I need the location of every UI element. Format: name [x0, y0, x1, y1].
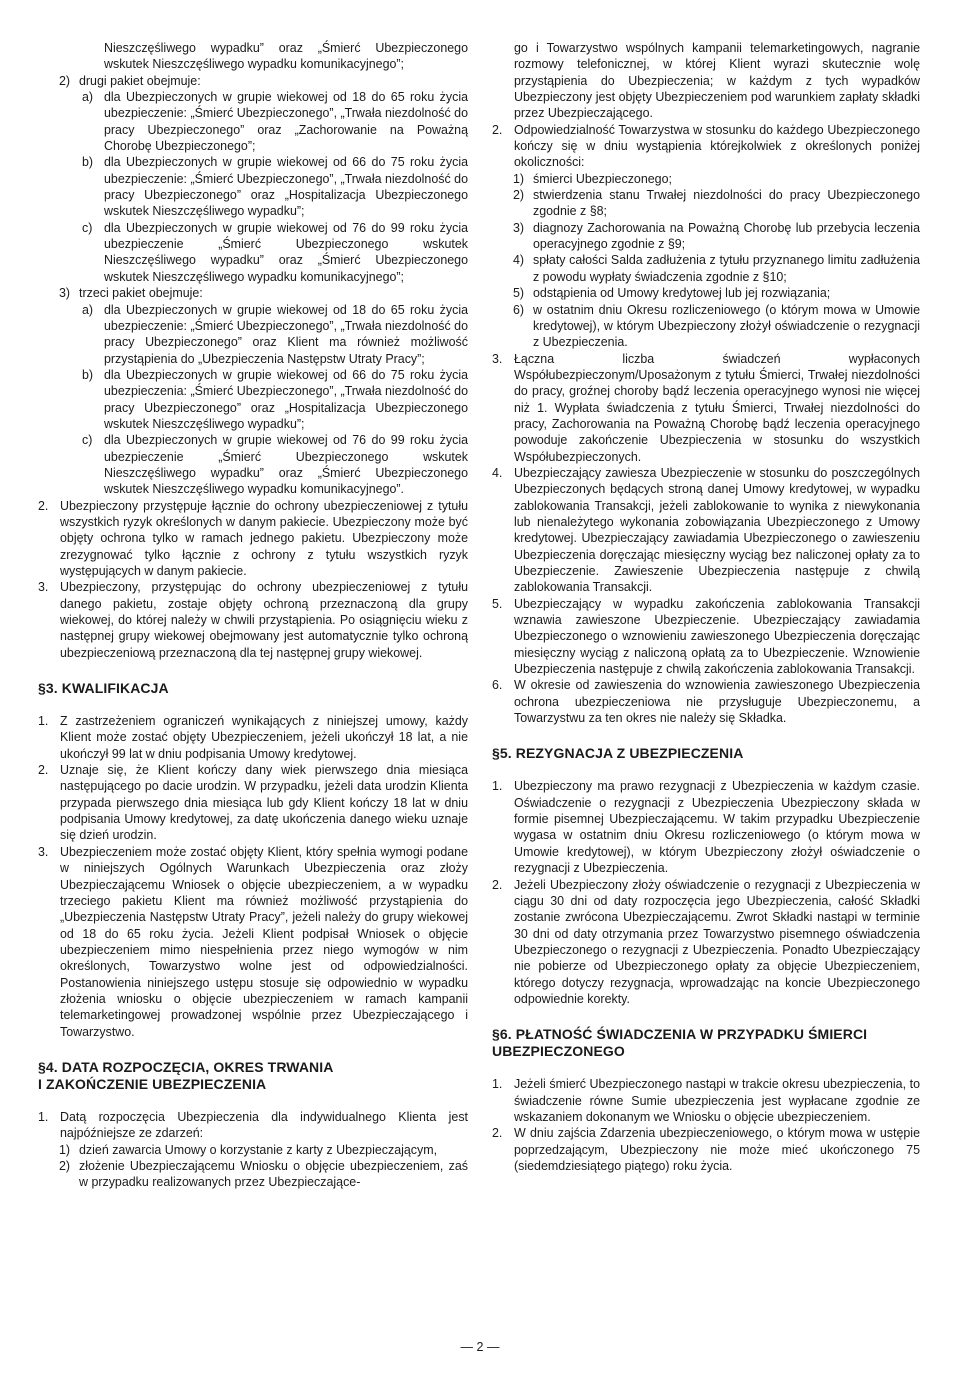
- list-number: 4.: [492, 465, 503, 480]
- list-item-text: Ubezpieczony przystępuje łącznie do ochrony ubezpieczeniowej z tytułu wszystkich ryzyk określonych w danym pakiecie. Ubezpieczony może być objęty ochrona tylko w ramach jednego pakietu. Ubezpieczony może zrezygnować tylko łącznie z ochrony z tytułu wszystkich ryzyk występujących w danym pakiecie.: [60, 498, 468, 578]
- list-item-text: w ostatnim dniu Okresu rozliczeniowego (o którym mowa w Umowie kredytowej), w którym Ubezpieczony złożył oświadczenie o rezygnacji z Ubezpieczenia.: [533, 302, 920, 350]
- list-item-text: drugi pakiet obejmuje:: [79, 73, 201, 88]
- list-item: [38, 285, 468, 301]
- page-number: — 2 —: [460, 1340, 500, 1354]
- list-item-text: dla Ubezpieczonych w grupie wiekowej od 76 do 99 roku życia ubezpieczenie „Śmierć Ubezpieczonego wskutek Nieszczęśliwego wypadku” oraz „Śmierć Ubezpieczonego wskutek Nieszczęśliwego wypadku komunikacyjnego”;: [104, 220, 468, 284]
- list-item: [38, 1142, 468, 1158]
- list-item-text: spłaty całości Salda zadłużenia z tytułu przyznanego limitu zadłużenia z powodu wypłaty świadczenia zgodnie z §10;: [533, 253, 920, 284]
- list-item: [492, 187, 920, 220]
- list-item: [492, 171, 920, 187]
- list-item: [38, 220, 468, 285]
- list-number: 2): [59, 1158, 71, 1173]
- list-number: 2): [59, 73, 71, 88]
- list-number: 5): [513, 286, 525, 301]
- list-item-text: dzień zawarcia Umowy o korzystanie z karty z Ubezpieczającym,: [79, 1142, 438, 1157]
- list-item: [38, 713, 468, 762]
- list-number: c): [82, 433, 93, 448]
- list-number: 4): [513, 253, 525, 268]
- list-number: 1.: [38, 1109, 49, 1124]
- list-item-text: W dniu zajścia Zdarzenia ubezpieczeniowego, o którym mowa w ustępie poprzedzającym, Ubezpieczony nie może mieć ukończonego 75 (siedemdziesiątego piątego) roku życia.: [514, 1126, 920, 1173]
- list-item-text: W okresie od zawieszenia do wznowienia zawieszonego Ubezpieczenia ochrona ubezpieczeniowa nie przysługuje Ubezpieczonemu, a Towarzystwu za ten okres nie należy się Składka.: [514, 678, 920, 726]
- list-item: [492, 877, 920, 1008]
- list-number: 3.: [492, 351, 503, 366]
- paragraph: go i Towarzystwo wspólnych kampanii telemarketingowych, nagranie rozmowy telefonicznej, w której Klient wyrazi skutecznie wolę przystąpienia do Ubezpieczenia; w każdym z tych wypadków Ubezpieczony jest objęty Ubezpieczeniem pod warunkiem zapłaty składki przez Ubezpieczającego.: [514, 41, 920, 121]
- list-item-text: Łączna liczba świadczeń wypłaconych Współubezpieczonym/Uposażonym z tytułu Śmierci, Trwałej niezdolności do pracy, groźnej choroby bądź leczenia operacyjnego wynosi nie więcej niż 1. Wypłata świadczenia z tytułu Śmierci, Trwałej niezdolności do pracy, Zachorowania na Poważną Chorobę bądź leczenia operacyjnego powoduje zakończenie Ubezpieczenia w stosunku do wszystkich Współubezpieczonych.: [514, 351, 920, 464]
- list-item: [492, 252, 920, 285]
- list-item-text: dla Ubezpieczonych w grupie wiekowej od 18 do 65 roku życia ubezpieczenie: „Śmierć Ubezpieczonego”, „Trwała niezdolność do pracy Ubezpieczonego” oraz Klient ma również możliwość przystąpienia do „Ubezpieczenia Następstw Utraty Pracy”;: [104, 302, 468, 366]
- list-item-text: odstąpienia od Umowy kredytowej lub jej rozwiązania;: [533, 286, 831, 301]
- left-column: [38, 40, 468, 1191]
- list-number: 1.: [492, 1077, 503, 1092]
- list-item: [38, 154, 468, 219]
- list-number: b): [82, 367, 94, 382]
- list-number: 1.: [492, 779, 503, 794]
- list-item: [38, 1158, 468, 1191]
- list-number: 2.: [38, 498, 49, 513]
- list-item-text: dla Ubezpieczonych w grupie wiekowej od 18 do 65 roku życia ubezpieczenie: „Śmierć Ubezpieczonego”, „Trwała niezdolność do pracy Ubezpieczonego” oraz „Zachorowanie na Poważną Chorobę Ubezpieczonego”;: [104, 90, 468, 154]
- list-item-text: złożenie Ubezpieczającemu Wniosku o objęcie ubezpieczeniem, zaś w przypadku realizowanych przez Ubezpieczające-: [79, 1158, 468, 1190]
- list-number: 5.: [492, 596, 503, 611]
- list-item: [38, 302, 468, 367]
- list-item: [492, 778, 920, 876]
- list-number: 2.: [492, 877, 503, 892]
- list-item: [38, 844, 468, 1040]
- list-item-text: Jeżeli Ubezpieczony złoży oświadczenie o rezygnacji z Ubezpieczenia w ciągu 30 dni od daty rozpoczęcia jego Ubezpieczenia, całość Składki zostanie zwrócona Ubezpieczającemu. Zwrot Składki nastąpi w terminie 30 dni od daty otrzymania przez Towarzystwo pisemnego oświadczenia Ubezpieczonego o rezygnacji z Ubezpieczenia. Ponadto Ubezpieczający nie pobierze od Ubezpieczonego opłaty za objęcie Ubezpieczeniem, którego dotyczy rezygnacja, wprowadzając na koncie Ubezpieczonego odpowiednie korekty.: [514, 877, 920, 1006]
- list-item-text: Ubezpieczeniem może zostać objęty Klient, który spełnia wymogi podane w niniejszych Ogólnych Warunkach Ubezpieczenia oraz złoży Ubezpieczającemu Wniosek o objęcie ubezpieczeniem, a w wypadku trzeciego pakietu Klient ma również możliwość przystąpienia do „Ubezpieczenia Następstw Utraty Pracy”, jeżeli należy do grupy wiekowej od 18 do 65 roku życia. Jeżeli Klient podpisał Wniosek o objęcie ubezpieczeniem mimo niespełnienia przez niego wymogów w nim określonych, Towarzystwo wolne jest od odpowiedzialności. Postanowienia niniejszego ustępu stosuje się odpowiednio w wypadku złożenia wniosku o objęcie ubezpieczeniem w ramach kampanii telemarketingowej prowadzonej wspólnie przez Ubezpieczającego i Towarzystwo.: [60, 844, 468, 1039]
- list-item-text: Ubezpieczający w wypadku zakończenia zablokowania Transakcji wznawia zawieszone Ubezpieczenie. Ubezpieczający zawiadamia Ubezpieczonego o wznowieniu zawieszonego Ubezpieczenia doręczając miesięczny wyciąg z naliczoną opłatą za to Ubezpieczenie. Wznowienie Ubezpieczenia następuje z chwilą zakończenia zablokowania Transakcji.: [514, 596, 920, 677]
- list-number: c): [82, 220, 93, 235]
- list-item: [38, 762, 468, 844]
- list-number: 3.: [38, 844, 49, 859]
- list-item-text: trzeci pakiet obejmuje:: [79, 286, 203, 301]
- list-item-text: Ubezpieczony ma prawo rezygnacji z Ubezpieczenia w każdym czasie. Oświadczenie o rezygnacji z Ubezpieczenia Ubezpieczony składa w formie pisemnej Ubezpieczającemu. W takim przypadku Ubezpieczenie wygasa w ostatnim dniu Okresu rozliczeniowego (o którym mowa w Umowie kredytowej), w którym Ubezpieczony złożył oświadczenie o rezygnacji z Ubezpieczenia.: [514, 779, 920, 876]
- list-item-text: dla Ubezpieczonych w grupie wiekowej od 66 do 75 roku życia ubezpieczenia: „Śmierć Ubezpieczonego”, „Trwała niezdolność do pracy Ubezpieczonego” oraz „Hospitalizacja Ubezpieczonego wskutek Nieszczęśliwego wypadku”;: [104, 367, 468, 431]
- list-number: 2.: [38, 763, 49, 778]
- section-heading-s3: §3. KWALIFIKACJA: [38, 680, 169, 697]
- list-item-text: Jeżeli śmierć Ubezpieczonego nastąpi w trakcie okresu ubezpieczenia, to świadczenie równe Sumie ubezpieczenia jest wypłacane zgodnie ze wskazaniem dokonanym we Wniosku o objęcie ubezpieczeniem.: [514, 1077, 920, 1124]
- list-number: 1.: [38, 714, 49, 729]
- list-item: [492, 285, 920, 301]
- list-item: [492, 596, 920, 678]
- list-item-text: śmierci Ubezpieczonego;: [533, 171, 672, 186]
- list-number: 6.: [492, 678, 503, 693]
- list-number: b): [82, 155, 94, 170]
- list-item: [38, 579, 468, 661]
- section-heading-s6: [492, 1026, 920, 1060]
- list-number: 2.: [492, 122, 503, 137]
- list-item: [38, 89, 468, 154]
- list-item-text: Z zastrzeżeniem ograniczeń wynikających z niniejszej umowy, każdy Klient może zostać objęty Ubezpieczeniem, jeżeli ukończył 18 lat, a nie ukończył 99 lat w dniu podpisania Umowy kredytowej.: [60, 714, 468, 761]
- list-number: 3.: [38, 580, 49, 595]
- list-item: [38, 498, 468, 580]
- list-item: [492, 351, 920, 465]
- list-item: [492, 220, 920, 253]
- list-item-text: Ubezpieczony, przystępując do ochrony ubezpieczeniowej z tytułu danego pakietu, zostaje objęty ochroną przeznaczoną dla grupy wiekowej, do której należy w chwili przystąpienia. Po osiągnięciu wieku z następnej grupy wiekowej obejmowany jest automatycznie tylko ochroną ubezpieczeniową przeznaczoną dla tej następnej grupy wiekowej.: [60, 580, 468, 660]
- list-item: [38, 432, 468, 497]
- list-item: [492, 465, 920, 596]
- list-item-text: diagnozy Zachorowania na Poważną Chorobę lub przebycia leczenia operacyjnego zgodnie z §9;: [533, 220, 920, 252]
- list-item-text: Odpowiedzialność Towarzystwa w stosunku do każdego Ubezpieczonego kończy się w dniu wystąpienia którejkolwiek z określonych poniżej okoliczności:: [514, 122, 920, 170]
- list-item: [492, 1125, 920, 1174]
- list-number: a): [82, 302, 94, 317]
- list-item-text: dla Ubezpieczonych w grupie wiekowej od 76 do 99 roku życia ubezpieczenie „Śmierć Ubezpieczonego wskutek Nieszczęśliwego wypadku” oraz „Śmierć Ubezpieczonego wskutek Nieszczęśliwego wypadku komunikacyjnego”.: [104, 433, 468, 497]
- heading-line: I ZAKOŃCZENIE UBEZPIECZENIA: [38, 1075, 267, 1092]
- list-item: [492, 1076, 920, 1125]
- list-item: [38, 1109, 468, 1142]
- section-heading-s5: §5. REZYGNACJA Z UBEZPIECZENIA: [492, 745, 744, 762]
- list-item-text: Uznaje się, że Klient kończy dany wiek pierwszego dnia miesiąca następującego po dacie urodzin. W przypadku, jeżeli data urodzin Klienta przypada pierwszego dnia miesiąca lub gdy Klient kończy 18 lat w dniu podpisania Umowy kredytowej, za datę ukończenia danego wieku uznaje się dzień urodzin.: [60, 763, 468, 843]
- heading-line: §4. DATA ROZPOCZĘCIA, OKRES TRWANIA: [38, 1058, 334, 1075]
- list-number: 2.: [492, 1126, 503, 1141]
- section-heading-s4: [38, 1059, 468, 1093]
- right-column: [492, 40, 920, 1174]
- list-item-text: Datą rozpoczęcia Ubezpieczenia dla indywidualnego Klienta jest najpóźniejsze ze zdarzeń:: [60, 1109, 468, 1141]
- list-item: [38, 367, 468, 432]
- list-item: [492, 677, 920, 726]
- list-number: 3): [513, 220, 525, 235]
- paragraph: Nieszczęśliwego wypadku” oraz „Śmierć Ubezpieczonego wskutek Nieszczęśliwego wypadku komunikacyjnego”;: [104, 41, 468, 72]
- list-number: 3): [59, 286, 71, 301]
- heading-line: UBEZPIECZONEGO: [492, 1043, 625, 1060]
- list-item: [38, 73, 468, 89]
- list-number: 2): [513, 188, 525, 203]
- list-number: a): [82, 90, 94, 105]
- list-item-text: Ubezpieczający zawiesza Ubezpieczenie w stosunku do poszczególnych Ubezpieczonych będących stroną danej Umowy kredytowej, w wypadku zablokowania Transakcji, jeżeli zablokowanie to wynika z niewykonania lub nienależytego wykonania zobowiązania Ubezpieczonego z Umowy kredytowej. Ubezpieczający zawiadamia Ubezpieczonego o zawieszeniu Ubezpieczenia doręczając miesięczny wyciąg bez naliczonej opłaty za to Ubezpieczenie. Zawieszenie Ubezpieczenia następuje z chwilą zablokowania Transakcji.: [514, 465, 920, 595]
- list-item: [492, 302, 920, 351]
- list-item-text: dla Ubezpieczonych w grupie wiekowej od 66 do 75 roku życia ubezpieczenie: „Śmierć Ubezpieczonego”, „Trwała niezdolność do pracy Ubezpieczonego” oraz „Hospitalizacja Ubezpieczonego wskutek Nieszczęśliwego wypadku”;: [104, 155, 468, 219]
- heading-line: §6. PŁATNOŚĆ ŚWIADCZENIA W PRZYPADKU ŚMIERCI: [492, 1026, 868, 1043]
- list-number: 6): [513, 302, 525, 317]
- list-number: 1): [59, 1142, 71, 1157]
- list-number: 1): [513, 171, 525, 186]
- list-item-text: stwierdzenia stanu Trwałej niezdolności do pracy Ubezpieczonego zgodnie z §8;: [533, 188, 920, 219]
- list-item: [492, 122, 920, 171]
